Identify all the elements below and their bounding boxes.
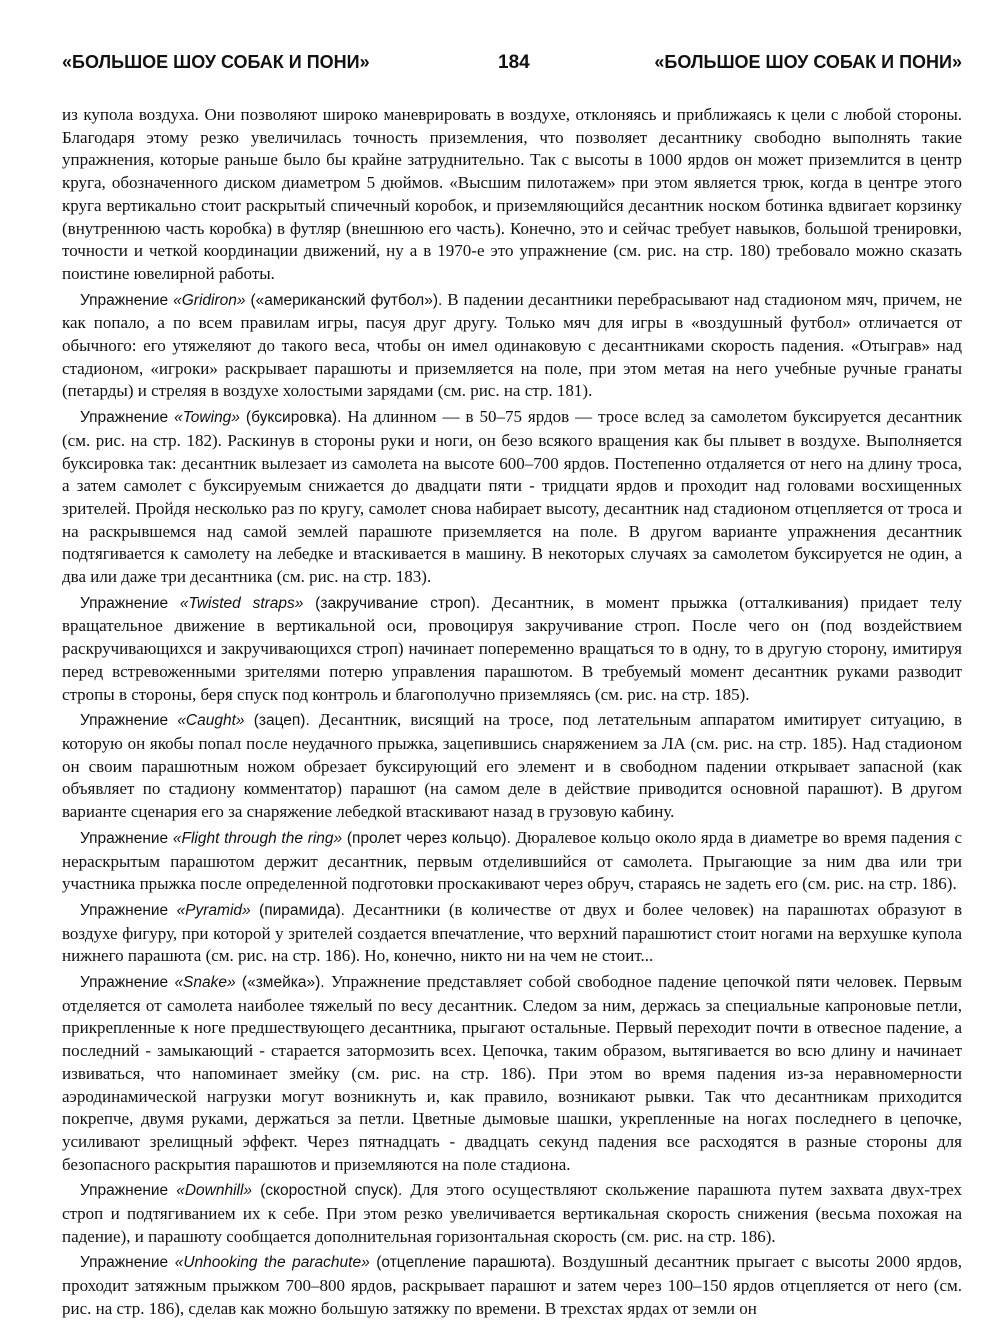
header-left-title: «БОЛЬШОЕ ШОУ СОБАК И ПОНИ» (62, 52, 370, 72)
exercise-name: «Gridiron» (173, 291, 246, 309)
exercise-name: «Flight through the ring» (172, 829, 343, 847)
exercise-paragraph (62, 592, 962, 707)
page-number: 184 (498, 52, 530, 73)
header-right-title: «БОЛЬШОЕ ШОУ СОБАК И ПОНИ» (654, 52, 962, 72)
exercise-label: Упражнение (80, 594, 169, 612)
exercise-paragraph (62, 1251, 962, 1320)
exercise-text: Воздушный десантник прыгает с высоты 2000 ярдов, проходит затяжным прыжком 700–800 ярдов, раскрывает парашют и затем через 100–150 ярдов отцепляется от него (см. рис. на стр. 186), сделав как можно большую затяжку по времени. В трехстах ярдах от земли он (62, 1252, 963, 1318)
exercise-label: Упражнение (80, 974, 169, 992)
exercise-paragraph (62, 1179, 962, 1248)
exercise-name: «Snake» (174, 974, 236, 992)
exercise-text: На длинном — в 50–75 ярдов — тросе вслед за самолетом буксируется десантник (см. рис. на стр. 182). Раскинув в стороны руки и ноги, он безо всякого вращения как бы плывет в воздухе. Выполняется буксировка так: десантник вылезает из самолета на высоте 600–700 ярдов. Постепенно отдаляется от него на длину троса, а затем самолет с буксируемым снижается до двадцати пяти - тридцати ярдов и проходит над головами восхищенных зрителей. Пройдя несколько раз по кругу, самолет снова набирает высоту, десантник над стадионом отцепляется от троса и на раскрывшемся над самой землей парашюте приземляется на поле. В другом варианте упражнения десантник подтягивается к самолету на лебедке и втаскивается в машину. В некоторых случаях за самолетом буксируется не один, а два или даже три десантника (см. рис. на стр. 183). (62, 407, 962, 587)
exercise-translation: (скоростной спуск). (260, 1182, 403, 1200)
exercise-translation: («американский футбол»). (250, 291, 443, 309)
exercise-label: Упражнение (80, 409, 169, 427)
exercise-label: Упражнение (80, 1254, 169, 1272)
exercise-translation: (буксировка). (245, 409, 342, 427)
exercise-paragraph (62, 289, 962, 404)
exercise-translation: (зацеп). (253, 712, 310, 730)
exercise-translation: (закручивание строп). (315, 594, 481, 612)
exercise-translation: (пролет через кольцо). (346, 829, 511, 847)
exercise-paragraph (62, 971, 962, 1176)
running-header (62, 46, 962, 76)
exercise-label: Упражнение (80, 1182, 169, 1200)
exercise-name: «Towing» (174, 409, 240, 427)
exercise-name: «Unhooking the parachute» (174, 1254, 370, 1272)
page-body (62, 104, 962, 1324)
exercise-paragraph (62, 899, 962, 968)
exercise-label: Упражнение (80, 829, 169, 847)
exercise-text: Десантники (в количестве от двух и более человек) на парашютах образуют в воздухе фигуру, при которой у зрителей создается впечатление, что верхний парашютист стоит ногами на верхушке купола нижнего парашюта (см. рис. на стр. 186). Но, конечно, никто ни на чем не стоит... (62, 899, 963, 966)
exercise-text: В падении десантники перебрасывают над стадионом мяч, причем, не как попало, а по всем правилам игры, пасуя друг другу. Только мяч для игры в «воздушный футбол» отличается от обычного: его утяжеляют до такого веса, чтобы он имел одинаковую с десантниками скорость падения. «Отыграв» над стадионом, «игроки» раскрывает парашюты и приземляется на поле, при этом метая на него учебные ручные гранаты (петарды) и стреляя в воздухе холостыми зарядами (см. рис. на стр. 181). (62, 289, 963, 401)
exercise-name: «Caught» (177, 712, 245, 730)
exercise-paragraph (62, 406, 962, 589)
exercise-translation: (пирамида). (259, 901, 345, 919)
exercise-text: Упражнение представляет собой свободное падение цепочкой пяти человек. Первым отделяется от самолета наиболее тяжелый по весу десантник. Следом за ним, держась за специальные капроновые петли, прикрепленные к ноге предшествующего десантника, прыгают остальные. Первый переходит почти в отвесное падение, а последний - замыкающий - старается затормозить всех. Цепочка, таким образом, вытягивается во всю длину и начинает извиваться, что напоминает змейку (см. рис. на стр. 186). При этом во время падения из-за неравномерности аэродинамической нагрузки могут возникнуть и, как правило, возникают рывки. Так что десантникам приходится покрепче, двумя руками, держаться за петли. Цветные дымовые шашки, укрепленные на ногах последнего в цепочке, усиливают зрелищный эффект. Через пятнадцать - двадцать секунд падения все расходятся в разные стороны для безопасного раскрытия парашютов и приземляются на поле стадиона. (62, 972, 962, 1174)
exercise-text: Дюралевое кольцо около ярда в диаметре во время падения с нераскрытым парашютом держит десантник, первым отделившийся от самолета. Прыгающие за ним два или три участника прыжка после определенной подготовки проскакивают через обруч, стараясь не задеть его (см. рис. на стр. 186). (62, 827, 963, 894)
exercise-label: Упражнение (80, 901, 169, 919)
exercise-name: «Downhill» (176, 1182, 253, 1200)
exercise-name: «Pyramid» (176, 901, 251, 919)
exercise-translation: («змейка»). (241, 974, 325, 992)
exercise-label: Упражнение (80, 712, 169, 730)
exercise-text: Десантник, в момент прыжка (отталкивания) придает телу вращательное движение в вертикальной оси, провоцируя закручивание строп. После чего он (под воздействием раскручивающихся и закручивающихся строп) начинает попеременно вращаться то в одну, то в другую сторону, имитируя перед встревоженными зрителями потерю управления парашютом. В требуемый момент десантник руками разводит стропы в стороны, беря спуск под контроль и благополучно приземляясь (см. рис. на стр. 185). (62, 592, 963, 704)
exercise-label: Упражнение (80, 291, 169, 309)
intro-paragraph: из купола воздуха. Они позволяют широко маневрировать в воздухе, отклоняясь и приближаясь к цели с любой стороны. Благодаря этому резко увеличилась точность приземления, что позволяет десантнику свободно выполнять такие упражнения, которые раньше было бы крайне затруднительно. Так с высоты в 1000 ярдов он может приземлится в центр круга, обозначенного диском диаметром 5 дюймов. «Высшим пилотажем» при этом является трюк, когда в центре этого круга вертикально стоит раскрытый спичечный коробок, и приземляющийся десантник носком ботинка вдвигает корзинку (внутреннюю часть коробка) в футляр (внешнюю его часть). Конечно, это и сейчас требует навыков, большой тренировки, точности и четкой координации движений, ну а в 1970-е это упражнение (см. рис. на стр. 180) требовало можно сказать поистине ювелирной работы. (62, 105, 962, 283)
exercise-text: Десантник, висящий на тросе, под летательным аппаратом имитирует ситуацию, в которую он якобы попал после неудачного прыжка, зацепившись снаряжением за ЛА (см. рис. на стр. 185). Над стадионом он своим парашютным ножом обрезает буксирующий его элемент и в свободном падении открывает запасной (как объявляет по стадиону комментатор) парашют (на самом деле в действие приводится основной парашют). В другом варианте сценария его за снаряжение лебедкой втаскивают назад в грузовую кабину. (62, 710, 963, 822)
exercise-translation: (отцепление парашюта). (376, 1254, 556, 1272)
exercise-paragraph (62, 827, 962, 896)
exercise-paragraph (62, 709, 962, 824)
exercise-name: «Twisted straps» (179, 594, 304, 612)
exercise-text: Для этого осуществляют скольжение парашюта путем захвата двух-трех строп и подтягиванием их к себе. При этом резко увеличивается вертикальная скорость снижения (весьма похожая на падение), и парашюту сообщается дополнительная горизонтальная скорость (см. рис. на стр. 186). (62, 1180, 962, 1246)
